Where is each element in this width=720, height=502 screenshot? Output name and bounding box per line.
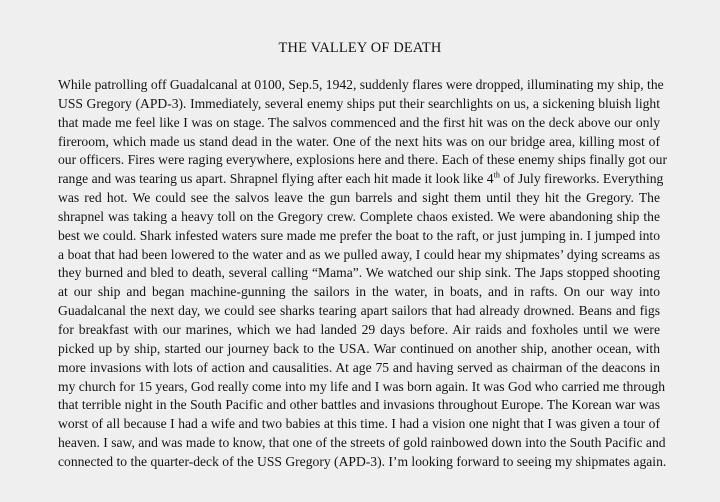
body-line-12: at our ship and began machine-gunning the sailors in the water, in boats, and in rafts. On our way into — [58, 284, 660, 300]
body-line-7: was red hot. We could see the salvos leave the gun barrels and sight them until they hit the Gregory. The — [58, 190, 660, 206]
body-line-9: best we could. Shark infested waters sure made me prefer the boat to the raft, or just jumping in. I jumped into — [58, 227, 660, 243]
body-line-10: a boat that had been lowered to the water and as we pulled away, I could hear my shipmates’ dying screams as — [58, 246, 660, 262]
body-line-1: While patrolling off Guadalcanal at 0100, Sep.5, 1942, suddenly flares were dropped, illuminating my ship, the — [58, 77, 664, 92]
body-line-6-before: range and was tearing us apart. Shrapnel flying after each hit made it look like 4 — [58, 171, 494, 187]
body-line-18: that terrible night in the South Pacific and other battles and invasions throughout Europe. The Korean war was — [58, 397, 660, 413]
body-line-13: Guadalcanal the next day, we could see sharks tearing apart sailors that had already drowned. Beans and figs — [58, 303, 660, 319]
body-line-3: that made me feel like I was on stage. The salvos commenced and the first hit was on the deck above our only — [58, 114, 660, 130]
body-line-5: our officers. Fires were raging everywhere, explosions here and there. Each of these enemy ships finally got our — [58, 152, 667, 168]
document-title: THE VALLEY OF DEATH — [278, 40, 442, 56]
body-line-16: more invasions with lots of action and causalities. At age 75 and having served as chairman of the deacons in — [58, 359, 660, 375]
document-body — [58, 76, 667, 472]
body-line-11: they burned and bled to death, several calling “Mama”. We watched our ship sink. The Japs stopped shooting — [58, 265, 660, 281]
body-line-6-after: of July fireworks. Everything — [499, 171, 664, 187]
body-line-21: connected to the quarter-deck of the USS Gregory (APD-3). I’m looking forward to seeing my shipmates again. — [58, 453, 667, 469]
ordinal-superscript: th — [493, 170, 500, 180]
body-line-20: heaven. I saw, and was made to know, that one of the streets of gold rainbowed down into the South Pacific and — [58, 435, 666, 451]
body-line-17: my church for 15 years, God really come into my life and I was born again. It was God who carried me through — [58, 378, 666, 394]
body-line-6 — [58, 170, 664, 189]
body-line-8: shrapnel was taking a heavy toll on the Gregory crew. Complete chaos existed. We were abandoning ship the — [58, 208, 660, 224]
body-line-4: fireroom, which made us stand dead in the water. One of the next hits was on our bridge area, killing most of — [58, 133, 660, 149]
body-line-14: for breakfast with our marines, which we had landed 29 days before. Air raids and foxholes until we were — [58, 321, 660, 337]
body-line-2: USS Gregory (APD-3). Immediately, several enemy ships put their searchlights on us, a sickening bluish light — [58, 95, 660, 111]
body-line-19: worst of all because I had a wife and two babies at this time. I had a vision one night that I was given a tour of — [58, 416, 660, 432]
body-line-15: picked up by ship, started our journey back to the USA. War continued on another ship, another ocean, with — [58, 340, 660, 356]
